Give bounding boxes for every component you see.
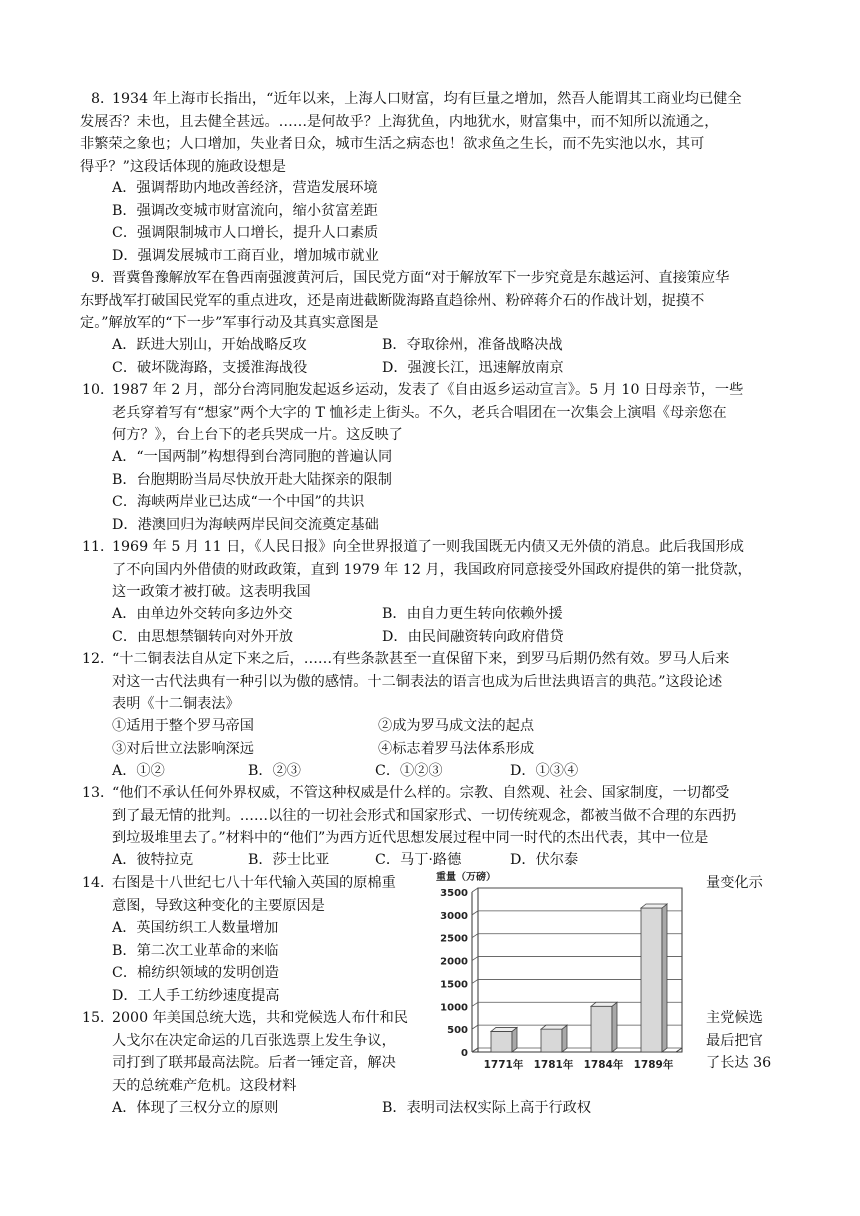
bar-1789年: [641, 908, 662, 1052]
answer-option: B．夺取徐州，准备战略决战: [382, 337, 563, 353]
question-stem-line: 右图是十八世纪七八十年代输入英国的原棉重: [112, 875, 396, 891]
answer-option: D．港澳回归为海峡两岸民间交流奠定基础: [112, 516, 379, 533]
question-stem-line: “他们不承认任何外界权威，不管这种权威是什么样的。宗教、自然观、社会、国家制度，一切都受: [112, 785, 730, 801]
question-stem-line: 司打到了联邦最高法院。后者一锤定音，解决: [112, 1055, 396, 1071]
answer-option: D．①③④: [510, 763, 579, 779]
answer-option: C．破坏陇海路，支援淮海战役: [112, 359, 308, 376]
answer-option: B．由自力更生转向依赖外援: [382, 606, 563, 622]
y-tick-label: 0: [461, 1048, 468, 1059]
y-tick-label: 3000: [440, 910, 468, 922]
question-stem-line: 何方？》，台上台下的老兵哭成一片。这反映了: [112, 427, 403, 443]
gridline-depth: [472, 979, 478, 983]
cotton-import-chart: [432, 868, 688, 1074]
bar-1771年: [491, 1031, 512, 1052]
answer-option: A．彼特拉克: [112, 852, 194, 868]
answer-option: B．台胞期盼当局尽快放开赴大陆探亲的限制: [112, 471, 392, 488]
bar-side: [662, 904, 667, 1052]
question-number: 10．: [82, 382, 115, 398]
question-number: 12．: [82, 651, 115, 667]
question-stem-line: 天的总统难产危机。这段材料: [112, 1077, 297, 1094]
bar-top: [641, 904, 667, 908]
question-number: 13．: [82, 785, 115, 801]
question-stem-line: 了不向国内外借债的财政政策，直到 1979 年 12 月，我国政府同意接受外国政府提供的第一批贷款，: [112, 561, 752, 578]
y-tick-label: 1500: [440, 979, 468, 991]
question-stem-line: 到垃圾堆里去了。”材料中的“他们”为西方近代思想发展过程中同一时代的杰出代表，其中一位是: [112, 830, 709, 846]
question-stem-line: 这一政策才被打破。这表明我国: [112, 584, 311, 600]
answer-option: C．①②③: [375, 763, 443, 779]
question-stem-tail: 量变化示: [706, 875, 763, 891]
x-tick-label: 1789年: [633, 1059, 674, 1071]
question-stem-line: 晋冀鲁豫解放军在鲁西南强渡黄河后，国民党方面“对于解放军下一步究竟是东越运河、直接策应华: [112, 270, 730, 286]
question-number: 14．: [82, 875, 115, 891]
gridline-depth: [472, 934, 478, 938]
bar-top: [491, 1027, 517, 1031]
answer-option: A．①②: [112, 763, 165, 779]
question-stem-line: “十二铜表法自从定下来之后，……有些条款甚至一直保留下来，到罗马后期仍然有效。罗马人后来: [112, 651, 730, 667]
bar-side: [562, 1025, 567, 1052]
question-stem-line: 非繁荣之象也；人口增加，失业者日众，城市生活之病态也！欲求鱼之生长，而不先实池以水，其可: [80, 136, 705, 152]
question-stem-line: 东野战军打破国民党军的重点进攻，还是南进截断陇海路直趋徐州、粉碎蒋介石的作战计划，捉摸不: [80, 292, 705, 309]
question-stem-tail: 最后把官: [706, 1032, 763, 1049]
answer-option: D．强渡长江，迅速解放南京: [382, 359, 564, 376]
answer-option: A．由单边外交转向多边外交: [112, 606, 293, 622]
question-stem-line: 2000 年美国总统大选，共和党候选人布什和民: [112, 1010, 408, 1026]
answer-option: A．英国纺织工人数量增加: [112, 920, 279, 936]
question-stem-line: 发展否？未也，且去健全甚远。……是何故乎？上海犹鱼，内地犹水，财富集中，而不知所以流通之，: [80, 113, 719, 130]
question-stem-line: 意图，导致这种变化的主要原因是: [112, 897, 325, 914]
gridline-depth: [472, 911, 478, 915]
answer-option: C．强调限制城市人口增长，提升人口素质: [112, 225, 379, 241]
statement-item: ④标志着罗马法体系形成: [378, 740, 535, 757]
gridline-depth: [472, 888, 478, 892]
question-stem-tail: 了长达 36: [706, 1055, 772, 1071]
answer-option: B．强调改变城市财富流向，缩小贫富差距: [112, 202, 378, 219]
question-stem-line: 定。”解放军的“下一步”军事行动及其真实意图是: [80, 315, 379, 331]
bar-1781年: [541, 1029, 562, 1052]
bar-1784年: [591, 1006, 612, 1052]
answer-option: A．体现了三权分立的原则: [112, 1100, 279, 1116]
answer-option: C．海峡两岸业已达成“一个中国”的共识: [112, 494, 365, 510]
answer-option: B．表明司法权实际上高于行政权: [382, 1100, 592, 1116]
bar-top: [541, 1025, 567, 1029]
x-tick-label: 1781年: [533, 1059, 574, 1071]
question-number: 11．: [82, 539, 115, 555]
question-stem-line: 得乎？”这段话体现的施政设想是: [80, 158, 286, 175]
y-tick-label: 1000: [440, 1002, 468, 1014]
question-stem-line: 表明《十二铜表法》: [112, 696, 240, 712]
question-stem-tail: 主党候选: [706, 1010, 763, 1026]
answer-option: A．跃进大别山，开始战略反攻: [112, 337, 307, 353]
y-tick-label: 2000: [440, 956, 468, 968]
answer-option: B．②③: [248, 763, 301, 779]
statement-item: ③对后世立法影响深远: [112, 740, 254, 757]
question-stem-line: 1969 年 5 月 11 日，《人民日报》向全世界报道了一则我国既无内债又无外债的消息。此后我国形成: [112, 539, 744, 555]
gridline-depth: [472, 1002, 478, 1006]
question-number: 15．: [82, 1010, 115, 1026]
answer-option: A．“一国两制”构想得到台湾同胞的普遍认同: [112, 449, 393, 465]
question-stem-line: 到了最无情的批判。……以往的一切社会形式和国家形式、一切传统观念，都被当做不合理的东西扔: [112, 807, 737, 824]
gridline-depth: [472, 1048, 478, 1052]
question-number: 9．: [91, 270, 115, 286]
y-axis-label: 重量（万磅）: [436, 872, 496, 883]
question-stem-line: 人戈尔在决定命运的几百张选票上发生争议，: [112, 1032, 396, 1049]
answer-option: D．工人手工纺纱速度提高: [112, 987, 280, 1004]
answer-option: D．伏尔泰: [510, 852, 579, 868]
bar-side: [612, 1002, 617, 1052]
x-tick-label: 1784年: [583, 1059, 624, 1071]
answer-option: D．强调发展城市工商百业，增加城市就业: [112, 247, 379, 264]
question-number: 8．: [91, 91, 115, 107]
bar-top: [591, 1002, 617, 1006]
answer-option: C．由思想禁锢转向对外开放: [112, 628, 294, 645]
statement-item: ②成为罗马成文法的起点: [378, 718, 535, 734]
answer-option: C．马丁·路德: [375, 852, 462, 868]
answer-option: A．强调帮助内地改善经济，营造发展环境: [112, 180, 378, 196]
gridline-depth: [472, 1025, 478, 1029]
question-stem-line: 1987 年 2 月，部分台湾同胞发起返乡运动，发表了《自由返乡运动宣言》。5 月 10 日母亲节，一些: [112, 382, 744, 398]
answer-option: D．由民间融资转向政府借贷: [382, 628, 564, 645]
y-tick-label: 3500: [440, 888, 468, 899]
question-stem-line: 1934 年上海市长指出，“近年以来，上海人口财富，均有巨量之增加，然吾人能谓其工商业均已健全: [112, 91, 742, 107]
question-stem-line: 老兵穿着写有“想家”两个大字的 T 恤衫走上街头。不久，老兵合唱团在一次集会上演唱《母亲您在: [112, 404, 727, 421]
answer-option: C．棉纺织领域的发明创造: [112, 965, 279, 981]
question-stem-line: 对这一古代法典有一种引以为傲的感情。十二铜表法的语言也成为后世法典语言的典范。”这段论述: [112, 673, 723, 690]
answer-option: B．莎士比亚: [248, 852, 330, 868]
y-tick-label: 500: [447, 1025, 468, 1037]
gridline-depth: [472, 957, 478, 961]
statement-item: ①适用于整个罗马帝国: [112, 718, 254, 734]
y-tick-label: 2500: [440, 933, 468, 945]
x-tick-label: 1771年: [483, 1059, 524, 1071]
answer-option: B．第二次工业革命的来临: [112, 942, 279, 959]
